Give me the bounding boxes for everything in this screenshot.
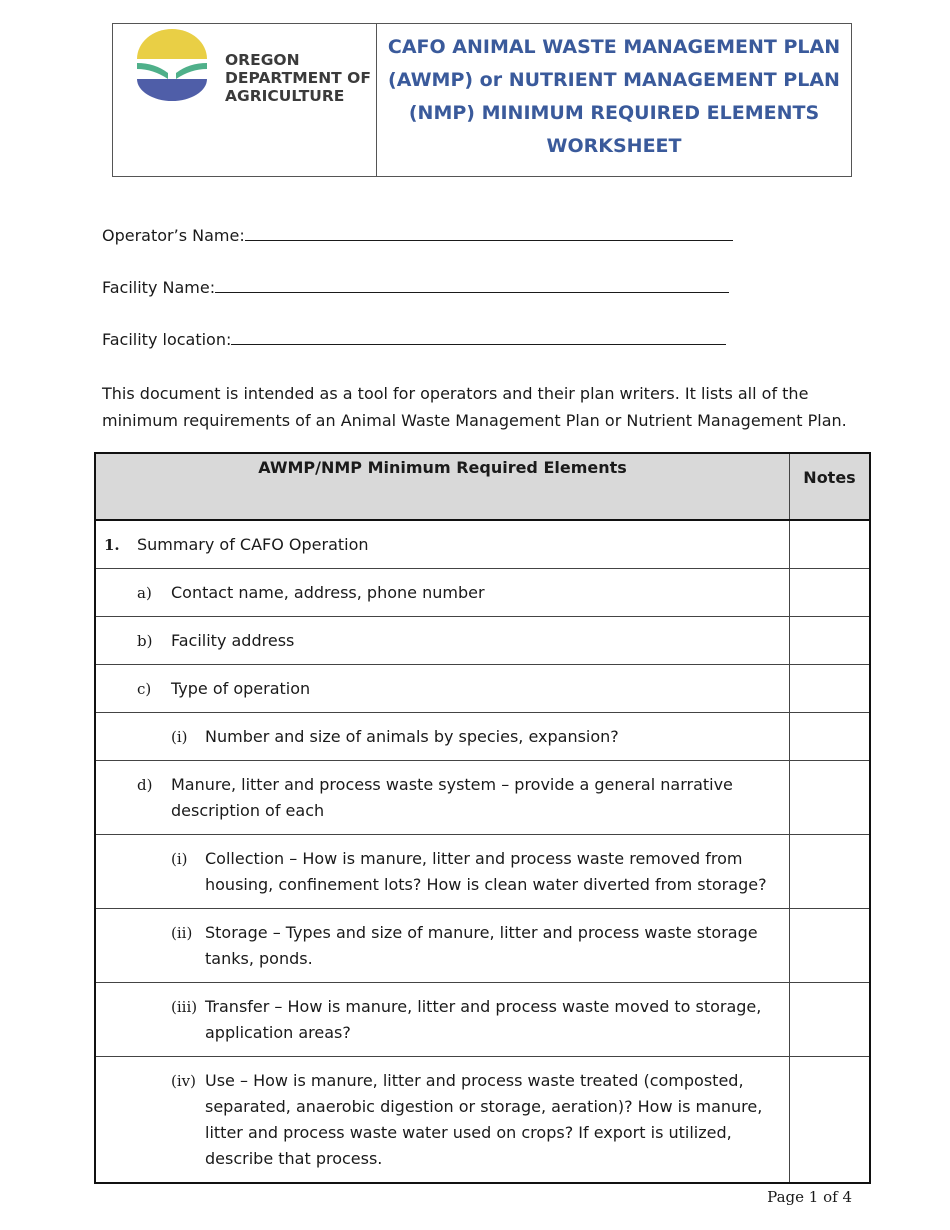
- facility-location-line[interactable]: [231, 330, 726, 345]
- item-text: Summary of CAFO Operation: [137, 535, 369, 554]
- document-title: [380, 31, 848, 163]
- notes-cell[interactable]: [790, 761, 871, 835]
- item-marker: (ii): [171, 924, 193, 942]
- notes-cell[interactable]: [790, 983, 871, 1057]
- logo-line: OREGON: [225, 51, 300, 69]
- operator-name-line[interactable]: [245, 226, 733, 241]
- notes-cell[interactable]: [790, 1057, 871, 1184]
- table-row: [95, 520, 870, 569]
- operator-name-field[interactable]: [102, 226, 733, 245]
- table-row: [95, 983, 870, 1057]
- item-marker: 1.: [104, 536, 120, 554]
- item-text: Manure, litter and process waste system – provide a general narrative description of each: [171, 775, 733, 820]
- table-row: [95, 569, 870, 617]
- item-text: Storage – Types and size of manure, litter and process waste storage tanks, ponds.: [205, 923, 758, 968]
- table-row: [95, 835, 870, 909]
- title-line: WORKSHEET: [546, 135, 682, 157]
- item-text: Contact name, address, phone number: [171, 583, 485, 602]
- table-row: [95, 713, 870, 761]
- item-marker: d): [137, 776, 153, 794]
- item-marker: (i): [171, 728, 188, 746]
- document-header: [112, 23, 852, 177]
- item-text: Transfer – How is manure, litter and process waste moved to storage, application areas?: [205, 997, 762, 1042]
- operator-name-label: Operator’s Name:: [102, 226, 245, 245]
- facility-location-label: Facility location:: [102, 330, 232, 349]
- notes-cell[interactable]: [790, 909, 871, 983]
- item-text: Number and size of animals by species, expansion?: [205, 727, 619, 746]
- facility-name-field[interactable]: [102, 278, 729, 297]
- notes-cell[interactable]: [790, 569, 871, 617]
- item-text: Use – How is manure, litter and process waste treated (composted, separated, anaerobic digestion or storage, aeration)? How is manure, litter and process waste water used on crops? If export is utilized, describe that process.: [205, 1071, 763, 1168]
- item-marker: a): [137, 584, 152, 602]
- table-row: [95, 617, 870, 665]
- table-row: [95, 665, 870, 713]
- title-line: CAFO ANIMAL WASTE MANAGEMENT PLAN: [387, 36, 841, 58]
- requirements-table: [94, 452, 871, 1184]
- facility-location-field[interactable]: [102, 330, 726, 349]
- logo-line: DEPARTMENT OF: [225, 69, 371, 87]
- notes-cell[interactable]: [790, 835, 871, 909]
- table-row: [95, 909, 870, 983]
- notes-cell[interactable]: [790, 617, 871, 665]
- logo-line: AGRICULTURE: [225, 87, 345, 105]
- table-header-row: [95, 453, 870, 520]
- item-marker: b): [137, 632, 153, 650]
- facility-name-label: Facility Name:: [102, 278, 216, 297]
- facility-name-line[interactable]: [215, 278, 729, 293]
- title-line: (NMP) MINIMUM REQUIRED ELEMENTS: [408, 102, 820, 124]
- intro-paragraph: This document is intended as a tool for operators and their plan writers. It lists all of the minimum requirements of an Animal Waste Management Plan or Nutrient Management Plan.: [102, 384, 847, 430]
- item-marker: (i): [171, 850, 188, 868]
- item-marker: c): [137, 680, 152, 698]
- notes-cell[interactable]: [790, 713, 871, 761]
- item-text: Type of operation: [171, 679, 311, 698]
- logo-wordmark: [225, 51, 371, 105]
- title-cell: [377, 24, 851, 176]
- notes-column-header: Notes: [790, 453, 871, 520]
- item-text: Facility address: [171, 631, 295, 650]
- table-row: [95, 761, 870, 835]
- page-number: Page 1 of 4: [767, 1188, 852, 1206]
- item-marker: (iv): [171, 1072, 196, 1090]
- item-marker: (iii): [171, 998, 198, 1016]
- notes-cell[interactable]: [790, 520, 871, 569]
- oda-logo-icon: [135, 29, 209, 101]
- table-row: [95, 1057, 870, 1184]
- title-line: (AWMP) or NUTRIENT MANAGEMENT PLAN: [388, 69, 840, 91]
- elements-column-header: AWMP/NMP Minimum Required Elements: [95, 453, 790, 520]
- notes-cell[interactable]: [790, 665, 871, 713]
- item-text: Collection – How is manure, litter and process waste removed from housing, confinement lots? How is clean water diverted from storage?: [205, 849, 767, 894]
- logo-cell: [113, 24, 377, 176]
